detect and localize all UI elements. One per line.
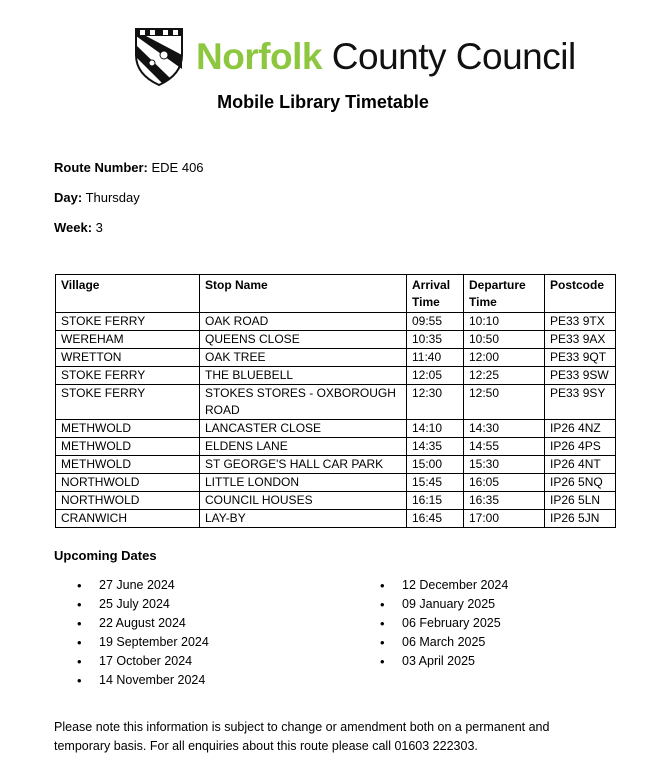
upcoming-dates-right	[380, 576, 508, 671]
day	[54, 190, 140, 205]
norfolk-crest-icon	[134, 25, 184, 87]
week-value: 3	[92, 220, 103, 235]
list-item: • 25 July 2024	[77, 595, 209, 614]
cell-arrival: 12:30	[407, 385, 464, 420]
cell-departure: 12:00	[464, 349, 545, 367]
cell-postcode: IP26 4NT	[545, 456, 616, 474]
route-number-value: EDE 406	[147, 160, 204, 175]
cell-arrival: 09:55	[407, 313, 464, 331]
cell-stop-name: ST GEORGE'S HALL CAR PARK	[200, 456, 407, 474]
cell-arrival: 14:10	[407, 420, 464, 438]
day-label: Day:	[54, 190, 83, 205]
list-item: • 09 January 2025	[380, 595, 508, 614]
cell-arrival: 15:45	[407, 474, 464, 492]
table-row	[56, 313, 616, 331]
cell-village: STOKE FERRY	[56, 385, 200, 420]
cell-departure: 17:00	[464, 510, 545, 528]
route-number	[54, 160, 204, 175]
list-item: • 27 June 2024	[77, 576, 209, 595]
cell-arrival: 14:35	[407, 438, 464, 456]
table-row	[56, 385, 616, 420]
cell-stop-name: ELDENS LANE	[200, 438, 407, 456]
cell-stop-name: QUEENS CLOSE	[200, 331, 407, 349]
table-row	[56, 420, 616, 438]
table-row	[56, 438, 616, 456]
cell-village: METHWOLD	[56, 420, 200, 438]
cell-village: STOKE FERRY	[56, 313, 200, 331]
list-item: • 06 March 2025	[380, 633, 508, 652]
cell-postcode: PE33 9SY	[545, 385, 616, 420]
route-number-label: Route Number:	[54, 160, 148, 175]
upcoming-dates-title: Upcoming Dates	[54, 548, 157, 563]
cell-village: STOKE FERRY	[56, 367, 200, 385]
table-row	[56, 349, 616, 367]
cell-postcode: IP26 4PS	[545, 438, 616, 456]
disclaimer-note: Please note this information is subject to change or amendment both on a permanent and temporary basis. For all enquiries about this route please call 01603 222303.	[54, 720, 550, 753]
cell-stop-name: LANCASTER CLOSE	[200, 420, 407, 438]
cell-postcode: IP26 4NZ	[545, 420, 616, 438]
cell-postcode: PE33 9SW	[545, 367, 616, 385]
cell-postcode: PE33 9AX	[545, 331, 616, 349]
cell-stop-name: LITTLE LONDON	[200, 474, 407, 492]
cell-stop-name: LAY-BY	[200, 510, 407, 528]
org-name	[196, 35, 576, 77]
column-header-departure-time: Departure Time	[464, 275, 545, 313]
column-header-village: Village	[56, 275, 200, 313]
table-row	[56, 456, 616, 474]
cell-departure: 15:30	[464, 456, 545, 474]
cell-postcode: PE33 9TX	[545, 313, 616, 331]
week-label: Week:	[54, 220, 93, 235]
cell-village: WRETTON	[56, 349, 200, 367]
cell-stop-name: THE BLUEBELL	[200, 367, 407, 385]
cell-postcode: IP26 5LN	[545, 492, 616, 510]
cell-arrival: 16:15	[407, 492, 464, 510]
day-value: Thursday	[82, 190, 140, 205]
column-header-postcode: Postcode	[545, 275, 616, 313]
list-item: • 22 August 2024	[77, 614, 209, 633]
page-title: Mobile Library Timetable	[217, 92, 429, 112]
org-name-part1: Norfolk	[196, 35, 322, 77]
table-header-row	[56, 275, 616, 313]
cell-departure: 14:30	[464, 420, 545, 438]
org-name-part2: County Council	[322, 35, 576, 77]
cell-village: METHWOLD	[56, 438, 200, 456]
cell-arrival: 16:45	[407, 510, 464, 528]
cell-departure: 16:35	[464, 492, 545, 510]
cell-stop-name: OAK TREE	[200, 349, 407, 367]
cell-arrival: 11:40	[407, 349, 464, 367]
cell-departure: 16:05	[464, 474, 545, 492]
cell-departure: 10:10	[464, 313, 545, 331]
cell-village: WEREHAM	[56, 331, 200, 349]
cell-arrival: 10:35	[407, 331, 464, 349]
list-item: • 12 December 2024	[380, 576, 508, 595]
cell-village: NORTHWOLD	[56, 492, 200, 510]
timetable	[55, 274, 616, 528]
cell-stop-name: STOKES STORES - OXBOROUGH ROAD	[200, 385, 407, 420]
table-row	[56, 492, 616, 510]
upcoming-dates-left	[77, 576, 209, 690]
week	[54, 220, 103, 235]
header	[134, 24, 576, 88]
cell-departure: 10:50	[464, 331, 545, 349]
list-item: • 14 November 2024	[77, 671, 209, 690]
cell-village: NORTHWOLD	[56, 474, 200, 492]
cell-village: METHWOLD	[56, 456, 200, 474]
table-row	[56, 474, 616, 492]
cell-village: CRANWICH	[56, 510, 200, 528]
list-item: • 06 February 2025	[380, 614, 508, 633]
cell-postcode: PE33 9QT	[545, 349, 616, 367]
table-row	[56, 367, 616, 385]
cell-postcode: IP26 5NQ	[545, 474, 616, 492]
list-item: • 03 April 2025	[380, 652, 508, 671]
table-row	[56, 331, 616, 349]
list-item: • 17 October 2024	[77, 652, 209, 671]
column-header-arrival-time: Arrival Time	[407, 275, 464, 313]
cell-departure: 12:25	[464, 367, 545, 385]
cell-arrival: 12:05	[407, 367, 464, 385]
cell-stop-name: OAK ROAD	[200, 313, 407, 331]
cell-departure: 14:55	[464, 438, 545, 456]
table-row	[56, 510, 616, 528]
cell-stop-name: COUNCIL HOUSES	[200, 492, 407, 510]
cell-departure: 12:50	[464, 385, 545, 420]
cell-postcode: IP26 5JN	[545, 510, 616, 528]
list-item: • 19 September 2024	[77, 633, 209, 652]
cell-arrival: 15:00	[407, 456, 464, 474]
column-header-stop-name: Stop Name	[200, 275, 407, 313]
